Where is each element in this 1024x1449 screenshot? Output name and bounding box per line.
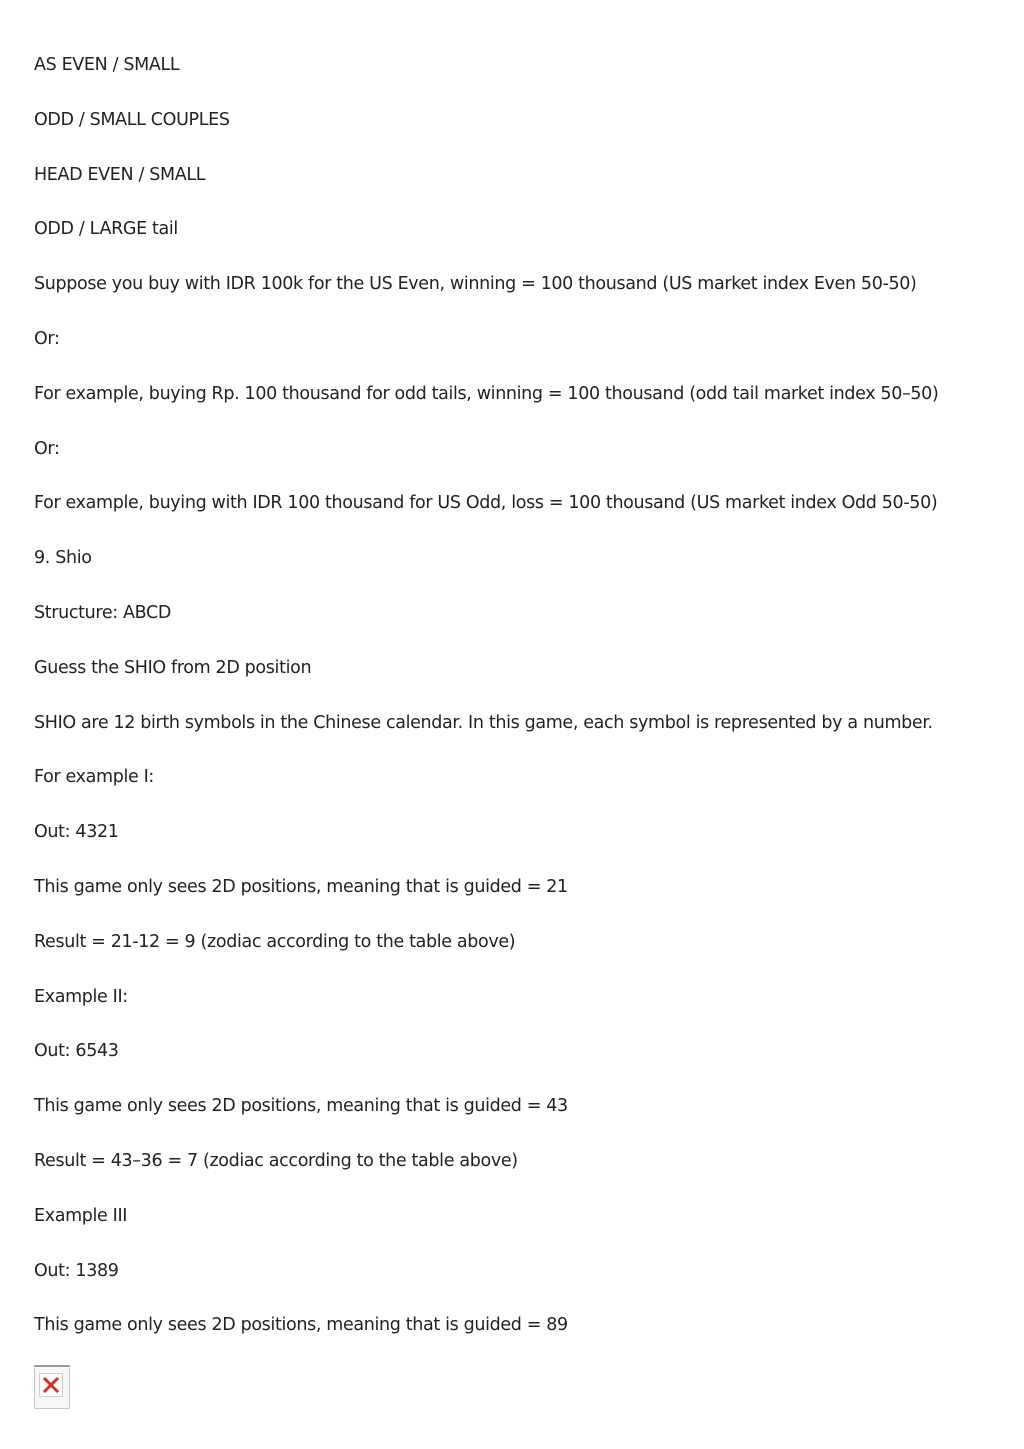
paragraph-example-3-out: Out: 1389 (34, 1260, 119, 1281)
paragraph-example-odd-tails: For example, buying Rp. 100 thousand for odd tails, winning = 100 thousand (odd tail market index 50–50) (34, 383, 939, 404)
paragraph-odd-small-couples: ODD / SMALL COUPLES (34, 109, 230, 130)
broken-image-placeholder (34, 1365, 70, 1409)
paragraph-or: Or: (34, 328, 60, 349)
document-body (34, 54, 994, 1369)
broken-image-icon (43, 1377, 59, 1393)
paragraph-example-2-guided: This game only sees 2D positions, meaning that is guided = 43 (34, 1096, 568, 1117)
paragraph-or: Or: (34, 438, 60, 459)
paragraph-as-even-small: AS EVEN / SMALL (34, 55, 180, 75)
paragraph-structure: Structure: ABCD (34, 602, 171, 623)
paragraph-example-3-guided: This game only sees 2D positions, meaning that is guided = 89 (34, 1315, 568, 1336)
section-heading-shio: 9. Shio (34, 548, 92, 569)
paragraph-example-2-out: Out: 6543 (34, 1041, 119, 1062)
paragraph-example-1-guided: This game only sees 2D positions, meaning that is guided = 21 (34, 876, 568, 897)
paragraph-example-1-out: Out: 4321 (34, 822, 119, 843)
paragraph-example-2-heading: Example II: (34, 986, 128, 1007)
paragraph-shio-definition: SHIO are 12 birth symbols in the Chinese calendar. In this game, each symbol is represented by a number. (34, 712, 933, 733)
paragraph-example-1-heading: For example I: (34, 767, 154, 788)
paragraph-odd-large-tail: ODD / LARGE tail (34, 219, 178, 240)
paragraph-guess-shio: Guess the SHIO from 2D position (34, 657, 312, 678)
paragraph-example-1-result: Result = 21-12 = 9 (zodiac according to the table above) (34, 931, 516, 952)
paragraph-example-us-even: Suppose you buy with IDR 100k for the US Even, winning = 100 thousand (US market index Even 50-50) (34, 274, 917, 295)
paragraph-example-us-odd: For example, buying with IDR 100 thousand for US Odd, loss = 100 thousand (US market index Odd 50-50) (34, 493, 938, 514)
paragraph-head-even-small: HEAD EVEN / SMALL (34, 164, 206, 185)
broken-image-frame (39, 1373, 63, 1397)
paragraph-example-3-heading: Example III (34, 1205, 128, 1226)
paragraph-example-2-result: Result = 43–36 = 7 (zodiac according to the table above) (34, 1150, 518, 1171)
